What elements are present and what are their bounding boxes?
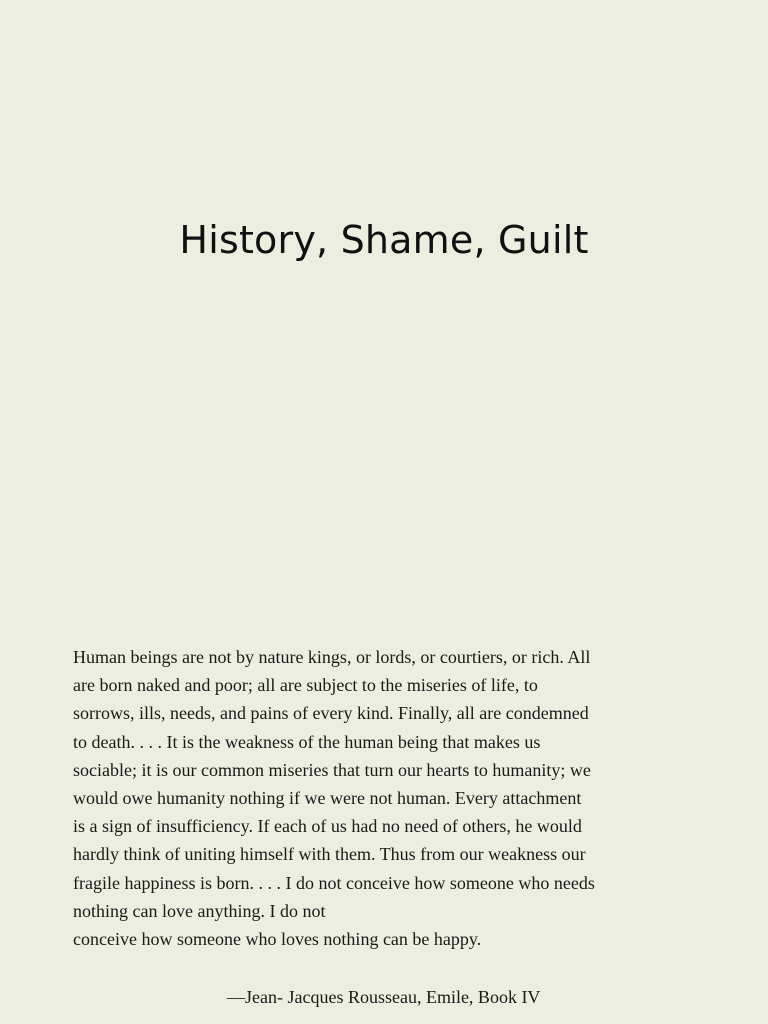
quote-line: sorrows, ills, needs, and pains of every kind. Finally, all are condemned: [73, 703, 589, 724]
quote-line: would owe humanity nothing if we were not human. Every attachment: [73, 787, 582, 808]
quote-line: nothing can love anything. I do not: [73, 900, 326, 921]
quote-line: is a sign of insufficiency. If each of us had no need of others, he would: [73, 816, 582, 837]
quote-line: are born naked and poor; all are subject to the miseries of life, to: [73, 675, 538, 696]
quote-line: Human beings are not by nature kings, or lords, or courtiers, or rich. All: [73, 647, 591, 667]
quote-line: hardly think of uniting himself with them. Thus from our weakness our: [73, 844, 586, 865]
quote-line: sociable; it is our common miseries that turn our hearts to humanity; we: [73, 759, 591, 780]
epigraph-quote: [73, 643, 733, 953]
chapter-title: History, Shame, Guilt: [179, 218, 589, 262]
quote-line: conceive how someone who loves nothing can be happy.: [73, 928, 482, 949]
quote-line: fragile happiness is born. . . . I do not conceive how someone who needs: [73, 872, 595, 893]
quote-line: to death. . . . It is the weakness of the human being that makes us: [73, 731, 541, 752]
epigraph-attribution: —Jean- Jacques Rousseau, Emile, Book IV: [227, 987, 541, 1007]
